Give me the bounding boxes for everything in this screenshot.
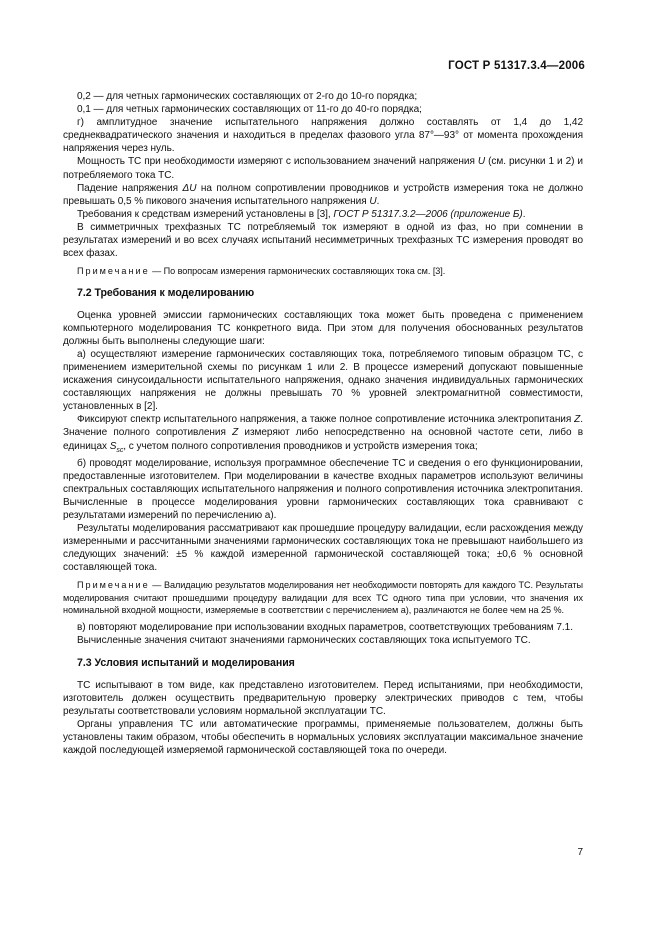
paragraph: Органы управления ТС или автоматические программы, применяемые пользователем, должны быть установлены таким образом, чтобы обеспечить в нормальных условиях эксплуатации максимальное значение каждой последующей измеряемой гармонической составляющей тока по очереди. <box>63 718 583 757</box>
paragraph <box>63 155 583 181</box>
paragraph: в) повторяют моделирование при использовании входных параметров, соответствующих требованиям 7.1. <box>77 622 573 634</box>
text-run: Мощность ТС при необходимости измеряют с использованием значений напряжения <box>77 156 478 168</box>
text-run: (см. рисунки 1 и 2) и потребляемого тока ТС. <box>63 156 583 181</box>
text-run: Падение напряжения <box>77 182 183 194</box>
symbol-z: Z <box>574 414 581 426</box>
paragraph: г) амплитудное значение испытательного напряжения должно составлять от 1,4 до 1,42 среднеквадратического значения и находиться в пределах фазового угла 87°—93° от момента прохождения напряжения через нуль. <box>63 117 583 155</box>
paragraph: Результаты моделирования рассматривают как прошедшие процедуру валидации, если расхождения между измеренными и рассчитанными значениями гармонических составляющих тока не превышают наибольшего из следующих значений: ±5 % каждой измеренной гармонической составляющей тока; ±0,6 % основной составляющей тока. <box>63 523 583 574</box>
note-label: Примечание <box>77 580 150 591</box>
paragraph: 0,1 — для четных гармонических составляющих от 11-го до 40-го порядка; <box>77 104 422 116</box>
paragraph: б) проводят моделирование, используя программное обеспечение ТС и сведения о его функционировании, предоставленные изготовителем. При моделировании в качестве входных параметров используют величины спектральных составляющих испытательного напряжения и полного сопротивления источника электропитания. Вычисленные в процессе моделирования уровни гармонических составляющих тока сравнивают с результатами измерений по перечислению а). <box>63 457 583 522</box>
paragraph: В симметричных трехфазных ТС потребляемый ток измеряют в одной из фаз, но при сомнении в результатах измерений и во всех случаях испытаний несимметричных трехфазных ТС измерения проводят во всех фазах. <box>63 221 583 260</box>
text-run: Требования к средствам измерений установлены в [3], <box>77 208 334 220</box>
note-text: — Валидацию результатов моделирования нет необходимости повторять для каждого ТС. Результаты моделирования считают прошедшими процедуру валидации для всех ТС одного типа при условии, что значения их номинальной входной мощности, измеряемые в соответствии с перечислением а), различаются не более чем на 25 %. <box>63 580 583 616</box>
paragraph: Оценка уровней эмиссии гармонических составляющих тока может быть проведена с применением компьютерного моделирования ТС конкретного вида. При этом для получения обоснованных результатов должны быть выполнены следующие шаги: <box>63 309 583 347</box>
standard-reference: ГОСТ Р 51317.3.2—2006 (приложение Б) <box>333 208 523 220</box>
paragraph: а) осуществляют измерение гармонических составляющих тока, потребляемого типовым образцом ТС, с применением измерительной схемы по рисункам 1 или 2. В процессе измерений допускают повышенные искажения синусоидальности испытательного напряжения, однако значения индивидуальных гармонических составляющих напряжения не должны превышать 70 % уровней электромагнитной совместимости, установленных в [2]. <box>63 348 583 413</box>
symbol-z: Z <box>232 427 239 439</box>
subscript-sc: sc <box>116 446 124 454</box>
paragraph <box>63 208 583 221</box>
text-run: . Значение полного сопротивления <box>63 414 583 439</box>
paragraph <box>63 182 583 208</box>
page-body <box>63 90 583 757</box>
text-run: Фиксируют спектр испытательного напряжения, а также полное сопротивление источника электропитания <box>77 414 575 426</box>
symbol-u: U <box>477 156 486 168</box>
section-heading: 7.2 Требования к моделированию <box>77 286 255 299</box>
note-text: — По вопросам измерения гармонических составляющих тока см. [3]. <box>149 266 446 277</box>
paragraph <box>63 413 583 456</box>
text-run: измеряют либо непосредственно на основной частоте сети, либо в единицах <box>63 427 583 452</box>
text-run: . <box>522 208 526 220</box>
symbol-s: S <box>109 440 117 452</box>
text-run: на полном сопротивлении проводников и устройств измерения тока не должно превышать 0,5 % пикового значения испытательного напряжения <box>63 182 583 207</box>
section-heading: 7.3 Условия испытаний и моделирования <box>77 656 295 669</box>
symbol-delta-u: ΔU <box>182 182 197 194</box>
note-label: Примечание <box>77 266 150 277</box>
note <box>63 265 583 277</box>
page-number: 7 <box>577 847 583 858</box>
paragraph: Вычисленные значения считают значениями гармонических составляющих тока испытуемого ТС. <box>77 635 531 647</box>
symbol-u: U <box>369 195 377 207</box>
text-run: , с учетом полного сопротивления проводников и устройств измерения тока; <box>123 440 478 452</box>
text-run: . <box>376 195 380 207</box>
paragraph: ТС испытывают в том виде, как представлено изготовителем. Перед испытаниями, при необходимости, изготовитель должен осуществить предварительную проверку электрических приводов с тем, чтобы результаты соответствовали условиям нормальной эксплуатации ТС. <box>63 679 583 717</box>
paragraph: 0,2 — для четных гармонических составляющих от 2-го до 10-го порядка; <box>77 91 418 102</box>
document-id-header: ГОСТ Р 51317.3.4—2006 <box>448 60 585 72</box>
note <box>63 579 583 616</box>
